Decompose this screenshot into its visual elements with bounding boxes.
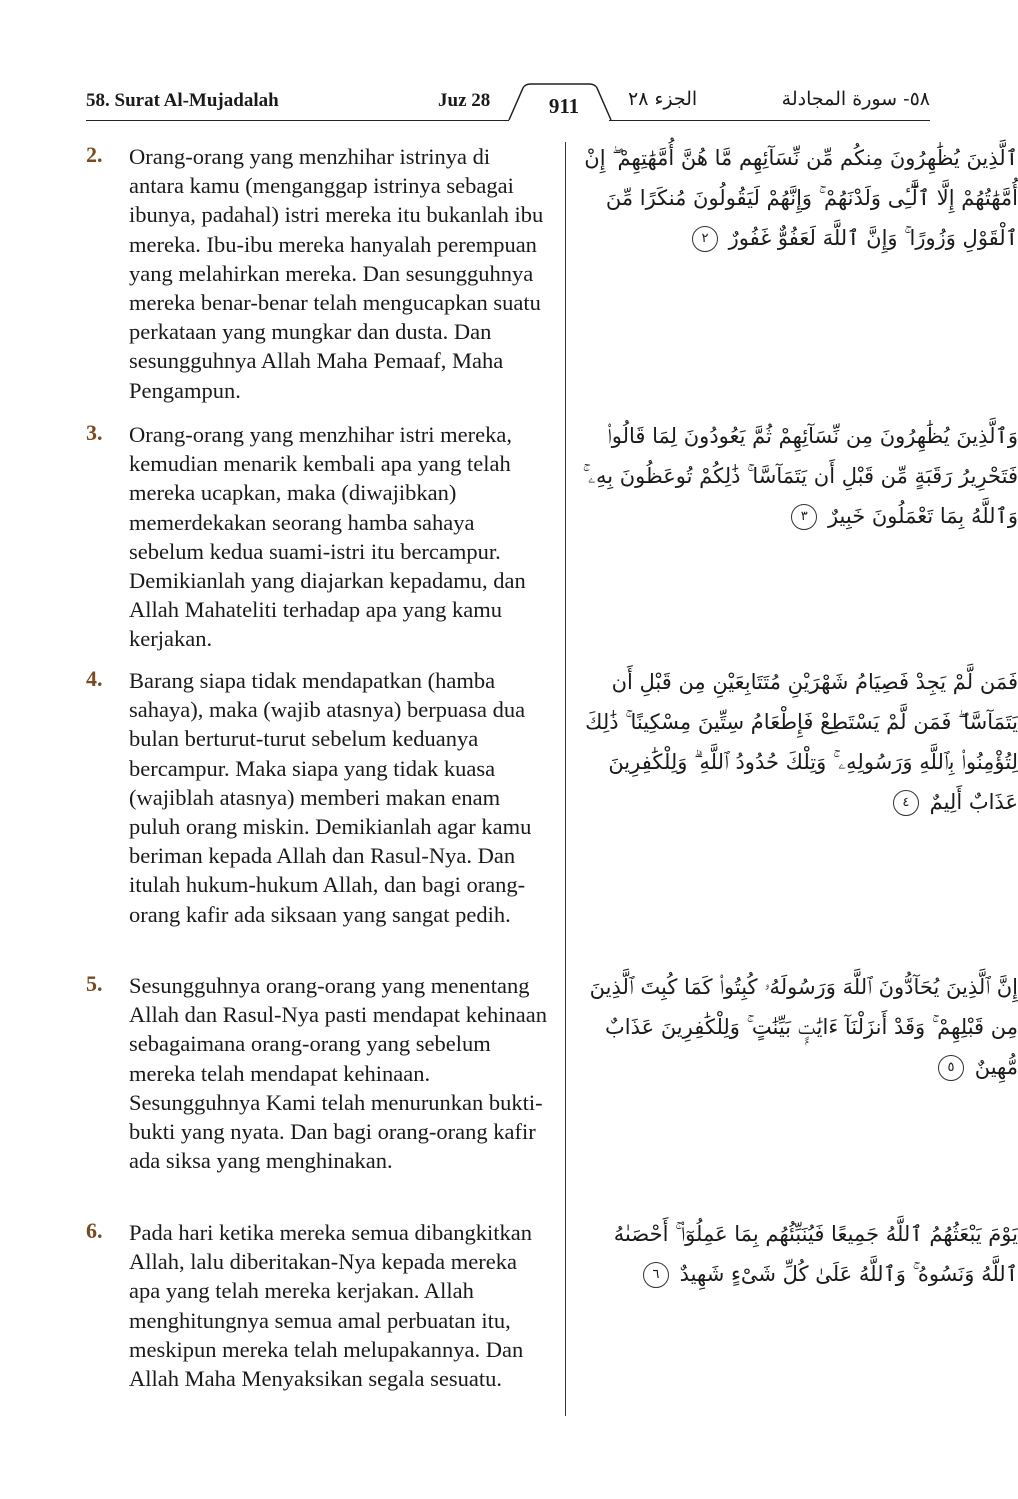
verse-number: 2. bbox=[86, 142, 103, 167]
arabic-text: ٱلَّذِينَ يُظَٰهِرُونَ مِنكُم مِّن نِّسَآئِهِم مَّا هُنَّ أُمَّهَٰتِهِمْ ۖ إِنْ أُمَّهَٰتُهُمْ إِلَّا ٱلَّٰٓـِٔى وَلَدْنَهُمْ ۚ وَإِنَّهُمْ لَيَقُولُونَ مُنكَرًا مِّنَ ٱلْقَوْلِ وَزُورًا ۚ وَإِنَّ ٱللَّهَ لَعَفُوٌّ غَفُورٌ bbox=[584, 146, 1018, 250]
ayah-number-marker: ٣ bbox=[791, 504, 817, 530]
juz-label-latin: Juz 28 bbox=[438, 90, 491, 111]
verse-number: 4. bbox=[86, 666, 103, 691]
column-divider bbox=[565, 142, 566, 1416]
verse-translation: Barang siapa tidak mendapatkan (hamba sahaya), maka (wajib atasnya) berpuasa dua bulan berturut-turut sebelum keduanya bercampur. Maka siapa yang tidak kuasa (wajiblah atasnya) memberi makan enam puluh orang miskin. Demikianlah agar kamu beriman kepada Allah dan Rasul-Nya. Dan itulah hukum-hukum Allah, dan bagi orang-orang kafir ada siksaan yang sangat pedih. bbox=[129, 668, 532, 927]
page-number: 911 bbox=[548, 94, 580, 118]
verse-translation: Orang-orang yang menzhihar istri mereka, kemudian menarik kembali apa yang telah mereka ucapkan, maka (diwajibkan) memerdekakan seorang hamba sahaya sebelum kedua suami-istri itu bercampur. Demikianlah yang diajarkan kepadamu, dan Allah Mahateliti terhadap apa yang kamu kerjakan. bbox=[129, 422, 526, 652]
ayah-number-marker: ٥ bbox=[938, 1055, 964, 1081]
header-rule-left bbox=[86, 120, 509, 121]
ayah-number-marker: ٦ bbox=[643, 1262, 669, 1288]
verse-arabic bbox=[582, 967, 1018, 1087]
ayah-number-marker: ٤ bbox=[893, 790, 919, 816]
verse-number: 3. bbox=[86, 420, 103, 445]
verse-translation: Pada hari ketika mereka semua dibangkitkan Allah, lalu diberitakan-Nya kepada mereka apa yang telah mereka kerjakan. Allah menghitungnya semua amal perbuatan itu, meskipun mereka telah melupakannya. Dan Allah Maha Menyaksikan segala sesuatu. bbox=[129, 1220, 532, 1392]
verse-arabic bbox=[582, 662, 1018, 822]
verse-translation: Orang-orang yang menzhihar istrinya di antara kamu (menganggap istrinya sebagai ibunya, padahal) istri mereka itu bukanlah ibu mereka. Ibu-ibu mereka hanyalah perempuan yang melahirkan mereka. Dan sesungguhnya mereka benar-benar telah mengucapkan suatu perkataan yang mungkar dan dusta. Dan sesungguhnya Allah Maha Pemaaf, Maha Pengampun. bbox=[129, 144, 544, 403]
arabic-text: فَمَن لَّمْ يَجِدْ فَصِيَامُ شَهْرَيْنِ مُتَتَابِعَيْنِ مِن قَبْلِ أَن يَتَمَآسَّا ۖ فَمَن لَّمْ يَسْتَطِعْ فَإِطْعَامُ سِتِّينَ مِسْكِينًا ۚ ذَٰلِكَ لِتُؤْمِنُوا۟ بِٱللَّهِ وَرَسُولِهِۦ ۚ وَتِلْكَ حُدُودُ ٱللَّهِ ۗ وَلِلْكَٰفِرِينَ عَذَابٌ أَلِيمٌ bbox=[585, 670, 1018, 814]
verse-translation: Sesungguhnya orang-orang yang menentang Allah dan Rasul-Nya pasti mendapat kehinaan sebagaimana orang-orang yang sebelum mereka telah mendapat kehinaan. Sesungguhnya Kami telah menurunkan bukti-bukti yang nyata. Dan bagi orang-orang kafir ada siksa yang menghinakan. bbox=[129, 973, 547, 1174]
arabic-text: إِنَّ ٱلَّذِينَ يُحَآدُّونَ ٱللَّهَ وَرَسُولَهُۥ كُبِتُوا۟ كَمَا كُبِتَ ٱلَّذِينَ مِن قَبْلِهِمْ ۚ وَقَدْ أَنزَلْنَآ ءَايَٰتٍۭ بَيِّنَٰتٍ ۚ وَلِلْكَٰفِرِينَ عَذَابٌ مُّهِينٌ bbox=[589, 975, 1018, 1079]
verse-arabic bbox=[582, 1214, 1018, 1294]
surah-title-arabic: ٥٨- سورة المجادلة bbox=[781, 88, 930, 110]
header-rule-right bbox=[609, 120, 930, 121]
ayah-number-marker: ٢ bbox=[692, 226, 718, 252]
verse-arabic bbox=[582, 416, 1018, 536]
verse-arabic bbox=[582, 138, 1018, 258]
verse-number: 5. bbox=[86, 971, 103, 996]
verse-number: 6. bbox=[86, 1218, 103, 1243]
juz-label-arabic: الجزء ٢٨ bbox=[628, 88, 698, 110]
surah-title-latin: 58. Surat Al-Mujadalah bbox=[86, 90, 279, 111]
arabic-text: يَوْمَ يَبْعَثُهُمُ ٱللَّهُ جَمِيعًا فَيُنَبِّئُهُم بِمَا عَمِلُوٓا۟ ۚ أَحْصَىٰهُ ٱللَّهُ وَنَسُوهُ ۚ وَٱللَّهُ عَلَىٰ كُلِّ شَىْءٍ شَهِيدٌ bbox=[613, 1222, 1018, 1286]
arabic-text: وَٱلَّذِينَ يُظَٰهِرُونَ مِن نِّسَآئِهِمْ ثُمَّ يَعُودُونَ لِمَا قَالُوا۟ فَتَحْرِيرُ رَقَبَةٍ مِّن قَبْلِ أَن يَتَمَآسَّا ۚ ذَٰلِكُمْ تُوعَظُونَ بِهِۦ ۚ وَٱللَّهُ بِمَا تَعْمَلُونَ خَبِيرٌ bbox=[582, 424, 1018, 528]
